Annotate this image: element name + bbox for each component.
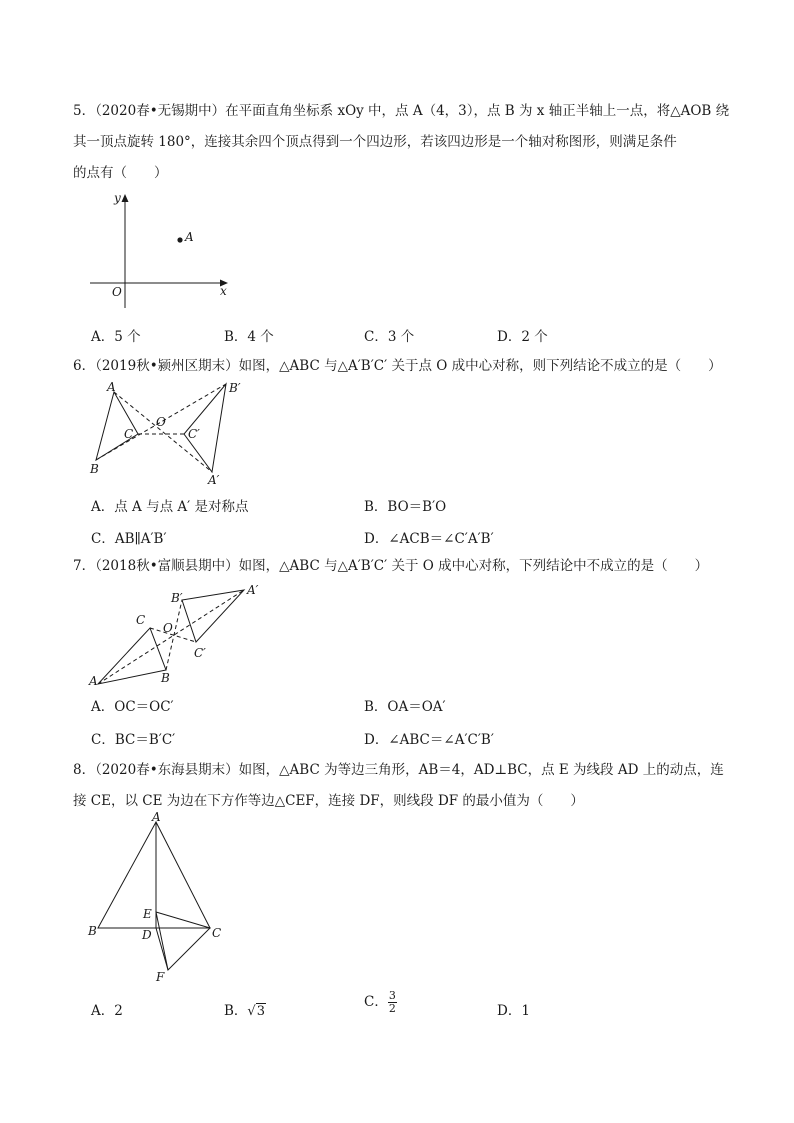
x-label: x [220,284,227,298]
label-f: F [156,970,165,984]
label-a2: A′ [208,473,220,487]
triangle-abc [98,628,166,684]
question-6-option-d[interactable]: D．∠ACB＝∠C′A′B′ [364,531,494,547]
question-7-figure [86,580,266,690]
point-a-label: A [185,230,194,244]
label-b2: B′ [229,381,241,395]
question-5-option-b[interactable]: B．4 个 [224,329,274,345]
question-5-coordinate-figure [86,188,236,310]
label-e: E [143,907,152,921]
label-a2: A′ [247,583,259,597]
label-o: O [163,621,173,635]
triangle-a2b2c2 [182,590,244,642]
triangle-cef [156,912,210,970]
question-8-option-d[interactable]: D．1 [497,1003,530,1019]
label-b: B [161,671,170,685]
question-8-option-c-letter: C． [364,994,388,1010]
fraction-numerator: 3 [388,989,396,1002]
label-c2: C′ [194,646,206,660]
question-5 [73,96,730,189]
fraction [388,990,397,1015]
question-7-option-a[interactable]: A．OC＝OC′ [91,699,174,715]
question-8-option-a[interactable]: A．2 [91,1003,123,1019]
origin-label: O [112,285,122,299]
point-a [177,237,182,242]
sqrt-radicand: 3 [256,1004,265,1019]
question-8-line-2: 接 CE，以 CE 为边在下方作等边△CEF，连接 DF，则线段 DF 的最小值为（ ） [73,793,584,809]
question-7 [73,551,723,582]
question-5-option-a[interactable]: A．5 个 [91,329,141,345]
label-b: B [88,924,97,938]
question-8-option-b-letter: B． [224,1003,248,1019]
triangle-abc [96,392,138,460]
fraction-denominator: 2 [388,1002,396,1015]
sqrt-symbol: √3 [247,1004,265,1019]
question-6-line-1: 6．（2019秋•颍州区期末）如图，△ABC 与△A′B′C′ 关于点 O 成中心对称，则下列结论不成立的是（ ） [73,358,722,374]
y-axis-arrow-icon [122,194,129,202]
question-8-line-1: 8．（2020春•东海县期末）如图，△ABC 为等边三角形，AB＝4，AD⊥BC，点 E 为线段 AD 上的动点，连 [73,762,724,778]
label-a: A [89,674,98,688]
question-5-option-d[interactable]: D．2 个 [497,329,548,345]
question-6-option-c[interactable]: C．AB∥A′B′ [91,531,167,547]
question-7-option-b[interactable]: B．OA＝OA′ [364,699,446,715]
question-8 [73,755,723,817]
label-c2: C′ [188,427,200,441]
label-c: C [212,926,222,940]
question-5-line-3: 的点有（ ） [73,165,168,181]
label-a: A [152,812,161,824]
segment-df [156,928,168,970]
y-label: y [114,191,121,205]
question-6-figure [86,378,256,490]
label-a: A [107,380,116,394]
triangle-abc [98,822,210,928]
label-d: D [142,928,152,942]
question-6-option-b[interactable]: B．BO＝B′O [364,499,447,515]
question-5-line-2: 其一顶点旋转 180°，连接其余四个顶点得到一个四边形，若该四边形是一个轴对称图形，则满足条件 [73,134,677,150]
question-6-option-a[interactable]: A．点 A 与点 A′ 是对称点 [91,499,249,515]
question-7-option-c[interactable]: C．BC＝B′C′ [91,732,176,748]
question-5-line-1: 5．（2020春•无锡期中）在平面直角坐标系 xOy 中，点 A（4，3），点 B 为 x 轴正半轴上一点，将△AOB 绕 [73,103,730,119]
label-c: C [136,613,146,627]
label-b2: B′ [171,591,183,605]
question-5-option-c[interactable]: C．3 个 [364,329,415,345]
label-c: C [124,427,134,441]
question-8-option-b[interactable] [224,999,266,1019]
question-7-option-d[interactable]: D．∠ABC＝∠A′C′B′ [364,732,494,748]
question-8-figure [86,812,236,988]
question-8-option-c[interactable] [364,990,397,1015]
question-7-line-1: 7．（2018秋•富顺县期中）如图，△ABC 与△A′B′C′ 关于 O 成中心对称，下列结论中不成立的是（ ） [73,558,709,574]
label-b: B [90,462,99,476]
label-o: O [156,415,166,429]
